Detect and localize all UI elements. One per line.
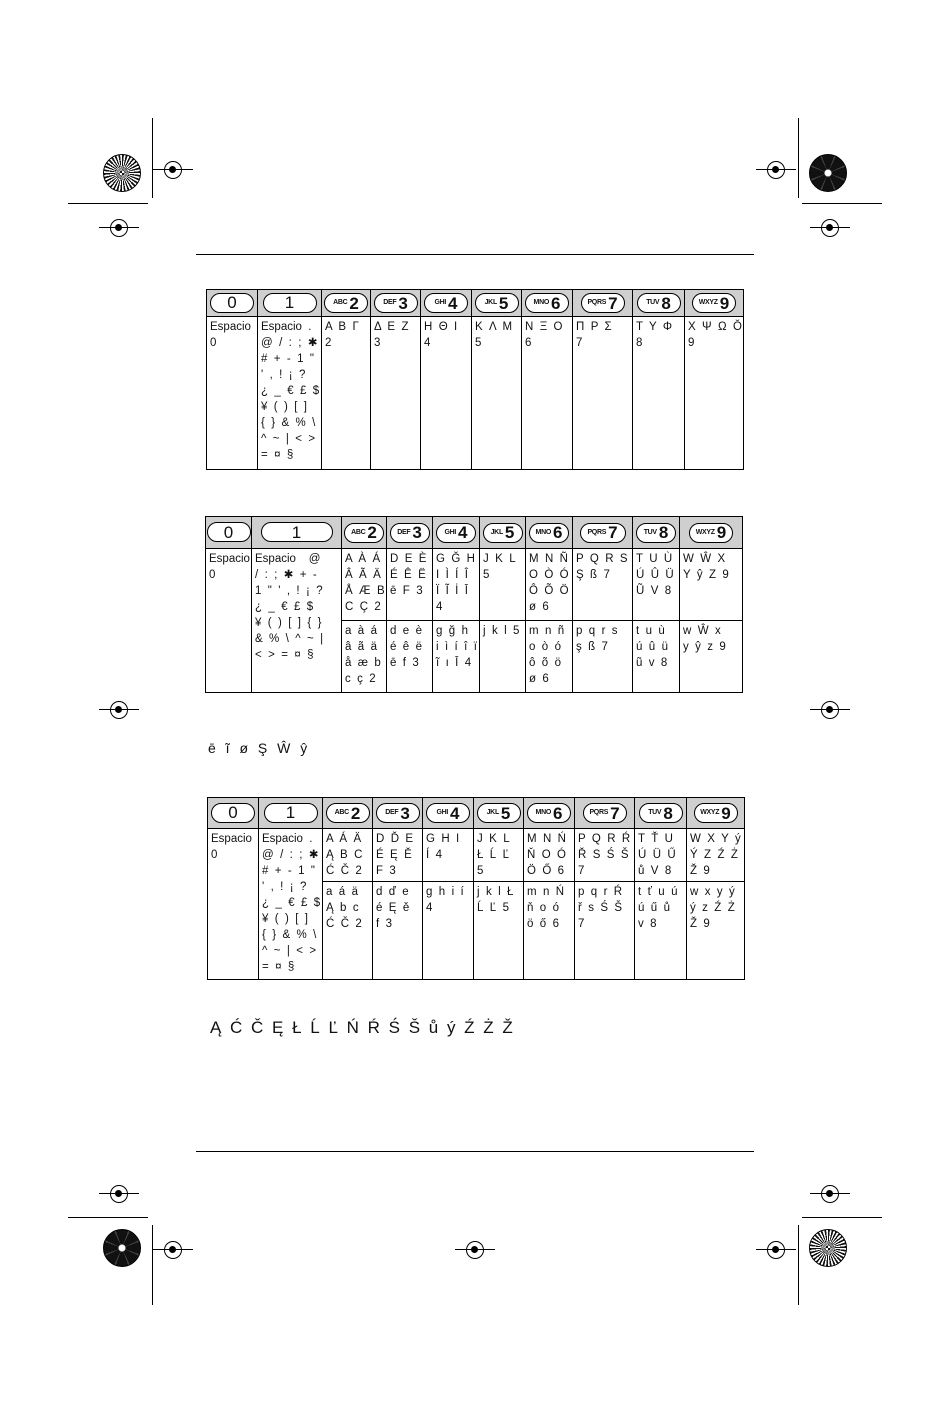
char-cell-upper-9: W Ŵ X Y ŷ Z 9 — [680, 549, 743, 621]
char-cell-1: Espacio @ / : ; ✱ + - 1 " ' , ! ¡ ? ¿ _ € £ $ ¥ ( ) [ ] { } & % \ ^ ~ | < > = ¤ § — [252, 549, 342, 693]
char-cell-lower-6: m n Ń ň o ó ö ő 6 — [524, 882, 575, 980]
key-6-icon: MNO 6 — [525, 293, 569, 313]
key-8-icon: TUV 8 — [637, 293, 681, 313]
key-9-icon: WXYZ 9 — [689, 523, 733, 543]
color-target-icon — [809, 1229, 847, 1267]
char-cell-upper-9: W X Y ý Ý Z Ź Ż Ž 9 — [687, 829, 745, 882]
key-8-icon: TUV 8 — [636, 523, 676, 543]
char-cell-3: Δ E Z 3 — [371, 317, 421, 470]
key-5-icon: JKL 5 — [477, 803, 521, 823]
key-3-icon: DEF 3 — [376, 803, 420, 823]
crosshair-icon — [466, 1241, 484, 1259]
crosshair-icon — [164, 161, 182, 179]
char-cell-upper-6: M N Ñ O Ò Ó Ô Õ Ö ø 6 — [526, 549, 573, 621]
char-cell-lower-3: d e è é ê ë ē f 3 — [387, 621, 433, 693]
key-6-icon: MNO 6 — [529, 523, 569, 543]
char-cell-7: Π P Σ 7 — [573, 317, 633, 470]
char-cell-0: Espacio 0 — [206, 549, 252, 693]
footer-rule — [196, 1151, 754, 1152]
crosshair-icon — [110, 1185, 128, 1203]
color-target-icon — [809, 154, 847, 192]
key-9-icon: WXYZ 9 — [694, 803, 738, 823]
char-cell-lower-2: a á ä Ą b c Ć Č 2 — [323, 882, 373, 980]
key-1-icon: 1 — [261, 522, 333, 542]
char-cell-upper-6: M N Ń Ň O Ó Ö Ő 6 — [524, 829, 575, 882]
key-header-row — [206, 517, 743, 549]
crosshair-icon — [821, 701, 839, 719]
char-cell-lower-6: m n ñ o ò ó ô õ ö ø 6 — [526, 621, 573, 693]
char-cell-4: H Θ I 4 — [421, 317, 472, 470]
char-cell-upper-7: P Q R Ŕ Ř S Ś Š 7 — [575, 829, 635, 882]
character-table-1 — [206, 289, 744, 470]
key-5-icon: JKL 5 — [483, 523, 523, 543]
header-rule — [196, 254, 754, 255]
special-characters-1: ē ĩ ø Ş Ŵ ŷ — [208, 740, 311, 756]
key-6-icon: MNO 6 — [527, 803, 571, 823]
key-9-icon: WXYZ 9 — [692, 293, 736, 313]
key-5-icon: JKL 5 — [475, 293, 519, 313]
char-cell-lower-8: t ť u ú ú ű ů v 8 — [635, 882, 687, 980]
char-cell-upper-3: D Ď E É Ę Ě F 3 — [373, 829, 423, 882]
crosshair-icon — [821, 219, 839, 237]
char-cell-5: K Λ M 5 — [472, 317, 522, 470]
char-cell-lower-8: t u ù ú û ü ũ v 8 — [633, 621, 680, 693]
char-cell-upper-4: G H I Í 4 — [423, 829, 474, 882]
key-2-icon: ABC 2 — [324, 293, 368, 313]
special-characters-2: Ą Ć Č Ę Ł Ĺ Ľ Ń Ŕ Ś Š ů ý Ź Ż Ž — [210, 1018, 515, 1037]
char-cell-upper-3: D E È É Ê Ë ē F 3 — [387, 549, 433, 621]
key-header-row — [207, 290, 744, 317]
char-cell-6: N Ξ O 6 — [522, 317, 573, 470]
char-cell-upper-8: T Ť U Ú Ü Ű ů V 8 — [635, 829, 687, 882]
char-cell-lower-9: w Ŵ x y ŷ z 9 — [680, 621, 743, 693]
crosshair-icon — [767, 1241, 785, 1259]
key-0-icon: 0 — [210, 293, 254, 313]
char-cell-upper-2: A À Á Â Ã Ä Å Æ B C Ç 2 — [342, 549, 387, 621]
crosshair-icon — [164, 1241, 182, 1259]
crosshair-icon — [767, 161, 785, 179]
char-cell-0: Espacio 0 — [208, 829, 259, 980]
crosshair-icon — [821, 1185, 839, 1203]
key-8-icon: TUV 8 — [639, 803, 683, 823]
char-cell-upper-4: G Ğ H I Ì Í Î Ï Ĩ İ Ī 4 — [433, 549, 480, 621]
char-cell-upper-5: J K L 5 — [480, 549, 526, 621]
key-2-icon: ABC 2 — [326, 803, 370, 823]
char-cell-lower-3: d ď e é Ę ě f 3 — [373, 882, 423, 980]
char-cell-lower-5: j k l 5 — [480, 621, 526, 693]
key-0-icon: 0 — [211, 803, 255, 823]
char-cell-8: T Y Φ 8 — [633, 317, 685, 470]
key-1-icon: 1 — [263, 293, 317, 313]
key-4-icon: GHI 4 — [424, 293, 468, 313]
char-cell-lower-4: g h i í 4 — [423, 882, 474, 980]
key-7-icon: PQRS 7 — [581, 293, 625, 313]
crosshair-icon — [110, 701, 128, 719]
char-cell-lower-4: g ğ h i ì í î ï ĩ ı Ī 4 — [433, 621, 480, 693]
char-cell-upper-5: J K L Ł Ĺ Ľ 5 — [474, 829, 524, 882]
key-7-icon: PQRS 7 — [583, 803, 627, 823]
character-table-3 — [207, 797, 745, 980]
color-target-icon — [103, 154, 141, 192]
key-1-icon: 1 — [264, 803, 318, 823]
key-header-row — [208, 798, 745, 829]
char-cell-lower-5: j k l Ł Ĺ Ľ 5 — [474, 882, 524, 980]
key-4-icon: GHI 4 — [436, 523, 476, 543]
char-cell-upper-7: P Q R S Ş ß 7 — [573, 549, 633, 621]
char-cell-lower-7: p q r Ŕ ř s Ś Š 7 — [575, 882, 635, 980]
char-cell-9: X Ψ Ω Ŏ 9 — [685, 317, 744, 470]
key-3-icon: DEF 3 — [390, 523, 430, 543]
crosshair-icon — [110, 219, 128, 237]
char-cell-lower-2: a à á â ã ä å æ b c ç 2 — [342, 621, 387, 693]
char-cell-1: Espacio . @ / : ; ✱ # + - 1 " ' , ! ¡ ? ¿ _ € £ $ ¥ ( ) [ ] { } & % \ ^ ~ | < > = ¤ § — [258, 317, 322, 470]
key-7-icon: PQRS 7 — [580, 523, 626, 543]
character-table-2 — [205, 516, 743, 693]
char-cell-lower-9: w x y ý ý z Ź Ż Ž 9 — [687, 882, 745, 980]
char-cell-2: A B Γ 2 — [322, 317, 371, 470]
char-cell-upper-2: A Á Ä Ą B C Ć Č 2 — [323, 829, 373, 882]
key-3-icon: DEF 3 — [374, 293, 418, 313]
color-target-icon — [103, 1229, 141, 1267]
char-cell-upper-8: T U Ù Ú Û Ü Ũ V 8 — [633, 549, 680, 621]
char-cell-0: Espacio 0 — [207, 317, 258, 470]
char-cell-1: Espacio . @ / : ; ✱ # + - 1 " ' , ! ¡ ? ¿ _ € £ $ ¥ ( ) [ ] { } & % \ ^ ~ | < > = ¤ § — [259, 829, 323, 980]
key-0-icon: 0 — [207, 522, 251, 542]
char-cell-lower-7: p q r s ş ß 7 — [573, 621, 633, 693]
key-2-icon: ABC 2 — [344, 523, 384, 543]
key-4-icon: GHI 4 — [426, 803, 470, 823]
